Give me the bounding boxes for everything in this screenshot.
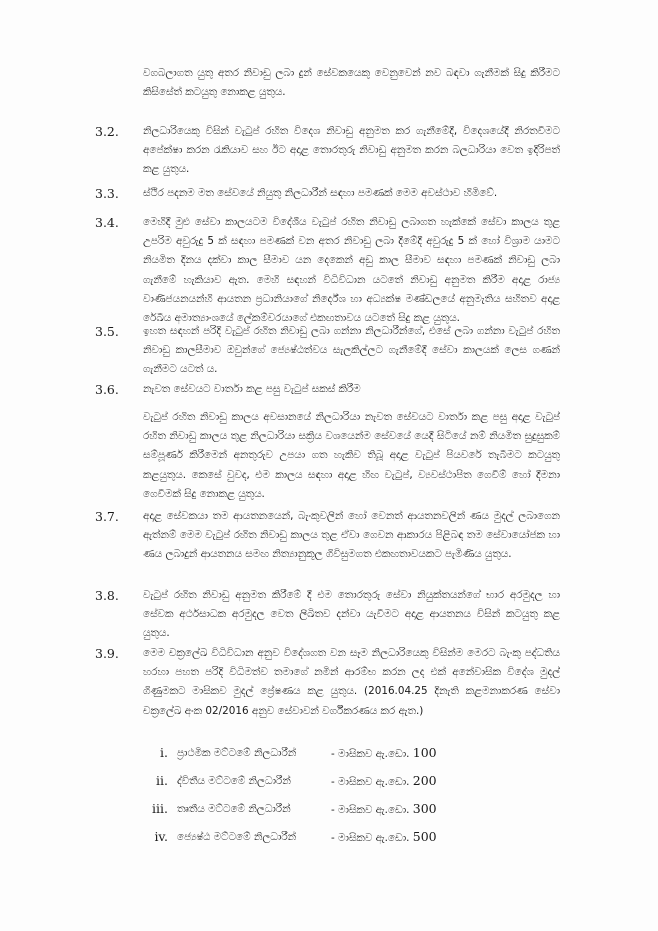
remittance-amount: - මාසිකව ඇ.ඩො. 200 (331, 773, 437, 788)
section-text: මෙම චක්‍රලේඛ විධිවිධාන අනුව විදේශගත වන සෑම නිලධාරියෙකු විසින්ම මෙරට බැංකු පද්ධතිය හරහා පහත පරිදි විධිමත්ව තමාගේ නමින් ආරම්භ කරන ලද එක් අනේවාසික විදේශ මුදල් ගිණුමකට මාසිකව මුදල් ප්‍රේෂණය කළ යුතුය. (2016.04.25 දිනැති කළමනාකරණ සේවා චක්‍රලේඛ අංක 02/2016 අනුව සේවාවන් වර්ගීකරණය කර ඇත.) (143, 647, 560, 717)
remittance-amount: - මාසිකව ඇ.ඩො. 300 (331, 801, 437, 816)
paragraph-text: වගබලාගත යුතු අතර නිවාඩු ලබා දුන් සේවකයෙකු වෙනුවෙන් නව බඳවා ගැනීමක් සිදු කිරීමට කිසිසේත් කටයුතු නොකළ යුතුය. (143, 67, 560, 99)
section-number: 3.2. (95, 124, 119, 139)
list-numeral: ii. (156, 773, 168, 788)
list-numeral: iii. (152, 801, 168, 816)
remittance-amount: - මාසිකව ඇ.ඩො. 100 (331, 745, 437, 760)
section-number: 3.4. (95, 215, 119, 230)
section-heading: නැවත සේවයට වාර්තා කළ පසු වැටුප් සකස් කිරීම (143, 383, 361, 395)
list-item (0, 826, 658, 848)
section-text: ස්ථිර පදනම මත සේවයේ නියුතු නිලධාරීන් සඳහා පමණක් මෙම අවස්ථාව හිමිවේ. (143, 187, 498, 199)
list-numeral: i. (160, 745, 168, 760)
section-number: 3.3. (95, 186, 119, 201)
officer-level: ප්‍රාථමික මට්ටමේ නිලධාරීන් (177, 747, 297, 759)
officer-level: තෘතීය මට්ටමේ නිලධාරීන් (177, 803, 291, 815)
section-text: අදාළ සේවකයා තම ආයතනයෙන්, බැංකුවලින් හෝ වෙනත් ආයතනවලින් ණය මුදල් ලබාගෙන ඇත්නම් මෙම වැටුප් රහිත නිවාඩු කාලය තුළ ඒවා ගෙවන ආකාරය පිළිබඳ තම සේවායෝජක හා ණය ලබාදුන් ආයතනය සමඟ නිත්‍යානුකූල ගිවිසුමගත එකඟතාවයකට පැමිණිය යුතුය. (143, 510, 560, 561)
section-number: 3.7. (95, 509, 119, 524)
list-item (0, 798, 658, 820)
section-number: 3.5. (95, 324, 119, 339)
section-number: 3.8. (95, 588, 119, 603)
section-text: වැටුප් රහිත නිවාඩු කාලය අවසානයේ නිලධාරියා නැවත සේවයට වාර්තා කළ පසු අදාළ වැටුප් රහිත නිවාඩු කාලය තුළ නිලධාරියා සක්‍රිය වශයෙන්ම සේවයේ යෙදී සිටියේ නම් නියමිත සුදුසුකම් සම්පූර්ණ කිරීමෙන් අනතුරුව උපයා ගත හැකිව තිබූ අදාළ වැටුප් පියවරේ තැබීමට කටයුතු කළයුතුය. කෙසේ වුවද, එම කාලය සඳහා අදාළ හිඟ වැටුප්, ව්‍යවස්ථාපිත ගෙවීම් හෝ දීමනා ගෙවීමක් සිදු නොකළ යුතුය. (143, 411, 560, 500)
section-text: ඉහත සඳහන් පරිදි වැටුප් රහිත නිවාඩු ලබා ගන්නා නිලධාරීන්ගේ, එසේ ලබා ගන්නා වැටුප් රහිත නිවාඩු කාලසීමාව ඔවුන්ගේ ජ්‍යෙෂ්ඨත්වය සැලකිල්ලට ගැනීමේදී සේවා කාලයක් ලෙස ගණන් ගැනීමට යටත් ය. (143, 325, 560, 376)
list-item (0, 770, 658, 792)
officer-level: ද්විතීය මට්ටමේ නිලධාරීන් (177, 775, 291, 787)
list-numeral: iv. (154, 829, 168, 844)
officer-level: ජ්‍යෙෂ්ඨ මට්ටමේ නිලධාරීන් (177, 831, 297, 843)
section-text: මෙහිදී මුළු සේවා කාලයටම විදේශීය වැටුප් රහිත නිවාඩු ලබාගත හැක්කේ සේවා කාලය තුළ උපරිම අවුරුදු 5 ක් සඳහා පමණක් වන අතර නිවාඩු ලබා දීමේදී අවුරුදු 5 ක් හෝ විශ්‍රාම යාමට නියමිත දිනය දක්වා කාල සීමාව යන දෙකෙන් අඩු කාල සීමාව සඳහා පමණක් නිවාඩු ලබා ගැනීමේ හැකියාව ඇත. මෙහි සඳහන් විධිවිධාන යටතේ නිවාඩු අනුමත කිරීම අදාළ රාජ්‍ය වාණිජයනයන්හි ආයතන ප්‍රධානියාගේ නිර්දේශ හා අධ්‍යක්ෂ මණ්ඩලයේ අනුමැතිය සහිතව අදාළ රේඛීය අමාත්‍යාංශයේ ලේකම්වරයාගේ එකඟතාවය යටතේ සිදු කළ යුතුය. (143, 216, 560, 325)
section-text: වැටුප් රහිත නිවාඩු අනුමත කිරීමේ දී එම තොරතුරු සේවා නියුක්තයන්ගේ භාර අරමුදල හා සේවක අර්ථසාධක අරමුදල වෙත ලිඛිතව දන්වා යැවීමට අදාළ ආයතනය විසින් කටයුතු කළ යුතුය. (143, 589, 560, 640)
section-text: නිලධාරියෙකු විසින් වැටුප් රහිත විදෙශ නිවාඩු අනුමත කර ගැනීමේදී, විදෙශයේදී නිරතවීමට අපේක්ෂා කරන රැකියාව සහ ඊට අදාළ තොරතුරු නිවාඩු අනුමත කරන බලධාරියා වෙත ඉදිරිපත් කළ යුතුය. (143, 125, 560, 176)
list-item (0, 742, 658, 764)
section-number: 3.9. (95, 646, 119, 661)
remittance-amount: - මාසිකව ඇ.ඩො. 500 (331, 829, 437, 844)
section-number: 3.6. (95, 382, 119, 397)
